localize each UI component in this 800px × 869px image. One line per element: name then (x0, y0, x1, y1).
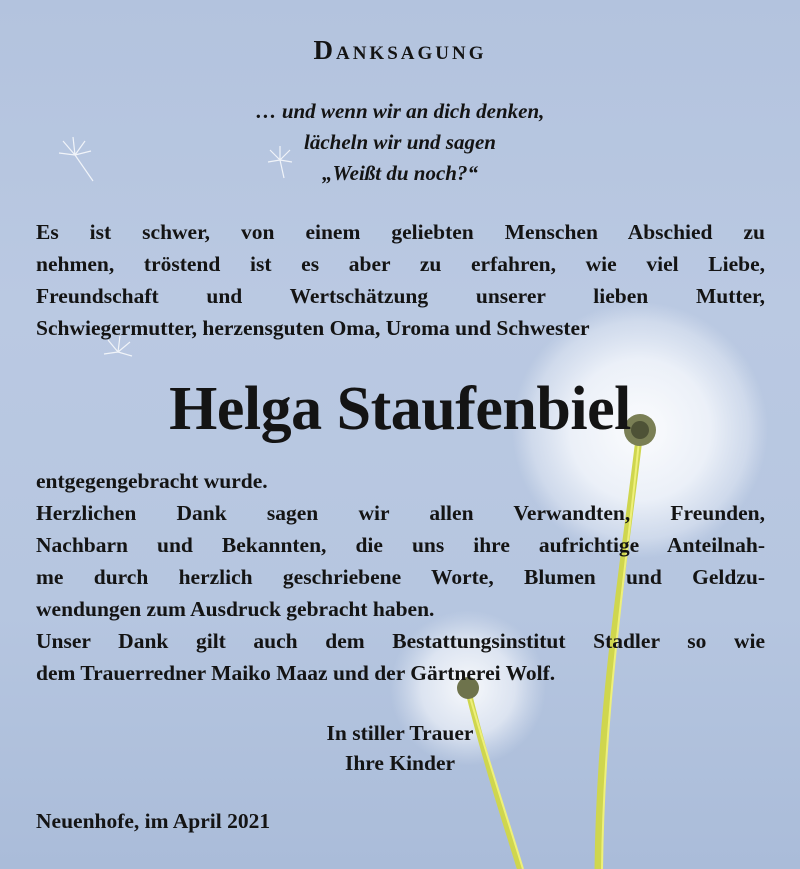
body-line: me durch herzlich geschriebene Worte, Blumen und Geldzu- (36, 565, 765, 589)
poem (0, 96, 800, 189)
signature-line: In stiller Trauer (326, 721, 474, 745)
poem-line: lächeln wir und sagen (304, 130, 496, 154)
body-line: entgegengebracht wurde. (36, 469, 268, 493)
intro-line: nehmen, tröstend ist es aber zu erfahren, wie viel Liebe, (36, 252, 765, 276)
notice-heading: Danksagung (313, 35, 487, 65)
body-line: Herzlichen Dank sagen wir allen Verwandten, Freunden, (36, 501, 765, 525)
intro-line: Es ist schwer, von einem geliebten Menschen Abschied zu (36, 220, 765, 244)
intro-line: Schwiegermutter, herzensguten Oma, Uroma und Schwester (36, 316, 590, 340)
deceased-name: Helga Staufenbiel (169, 375, 631, 443)
poem-line: „Weißt du noch?“ (322, 161, 478, 185)
body-line: Nachbarn und Bekannten, die uns ihre aufrichtige Anteilnah- (36, 533, 765, 557)
body-line: wendungen zum Ausdruck gebracht haben. (36, 597, 435, 621)
signature-line: Ihre Kinder (344, 751, 456, 775)
thanks-paragraph (36, 465, 765, 689)
body-line: Unser Dank gilt auch dem Bestattungsinstitut Stadler so wie (36, 629, 765, 653)
intro-paragraph (36, 216, 765, 344)
body-line: dem Trauerredner Maiko Maaz und der Gärtnerei Wolf. (36, 661, 556, 685)
signature (0, 718, 800, 778)
place-date: Neuenhofe, im April 2021 (36, 809, 271, 833)
intro-line: Freundschaft und Wertschätzung unserer lieben Mutter, (36, 284, 765, 308)
poem-line: … und wenn wir an dich denken, (255, 99, 545, 123)
